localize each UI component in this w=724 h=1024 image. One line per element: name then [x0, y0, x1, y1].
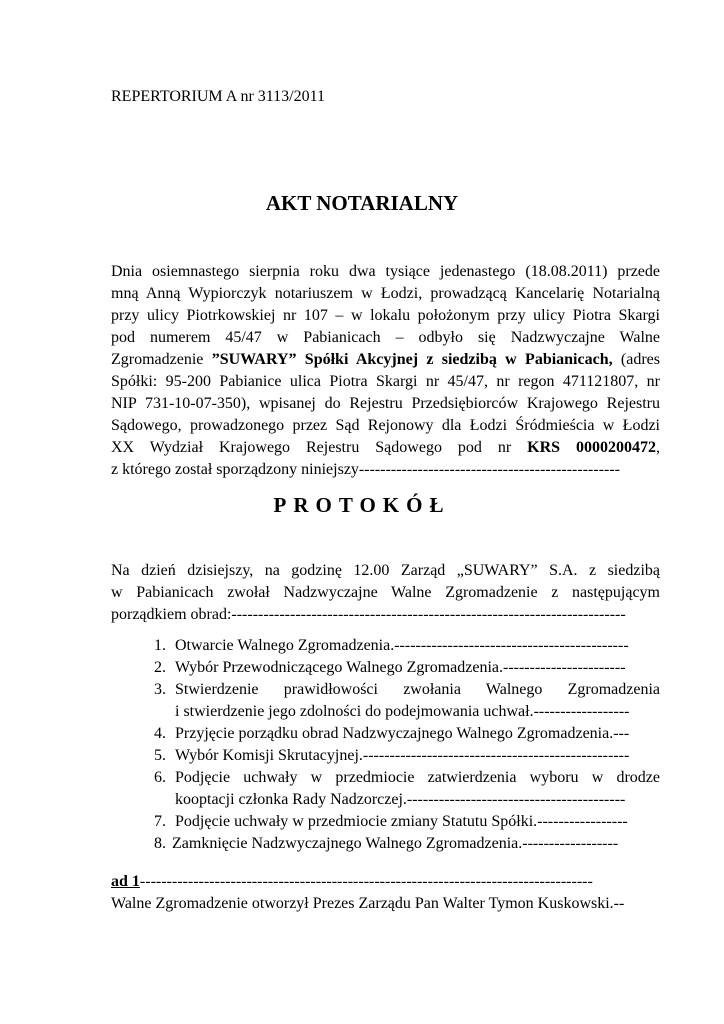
convening-line: porządkiem obrad:--------------------------------------------------------------------------: [111, 606, 626, 623]
krs-number-bold: KRS 0000200472: [527, 439, 656, 456]
agenda-item-text: Podjęcie uchwały w przedmiocie zmiany Statutu Spółki.-----------------: [175, 813, 628, 830]
agenda-item-number: 2.: [154, 659, 166, 676]
agenda-item-text: Zamknięcie Nadzwyczajnego Walnego Zgromadzenia.------------------: [172, 835, 619, 852]
agenda-item-text: Stwierdzenie prawidłowości zwołania Walnego Zgromadzenia: [175, 681, 660, 698]
ad1-label: ad 1: [111, 873, 140, 890]
agenda-item-text: Wybór Przewodniczącego Walnego Zgromadzenia.-----------------------: [175, 659, 626, 676]
agenda-item-text: Podjęcie uchwały w przedmiocie zatwierdzenia wyboru w drodze: [175, 769, 660, 786]
intro-text: XX Wydział Krajowego Rejestru Sądowego pod nr: [111, 439, 528, 456]
protocol-title: PROTOKÓŁ: [273, 493, 451, 517]
agenda-item-number: 5.: [154, 747, 166, 764]
agenda-item-text: Otwarcie Walnego Zgromadzenia.--------------------------------------------: [175, 637, 629, 654]
intro-line: [111, 350, 660, 370]
intro-line: Spółki: 95-200 Pabianice ulica Piotra Skargi nr 45/47, nr regon 471121807, nr: [111, 373, 660, 390]
ad1-text: Walne Zgromadzenie otworzył Prezes Zarządu Pan Walter Tymon Kuskowski.--: [111, 895, 625, 912]
intro-line: Sądowego, prowadzonego przez Sąd Rejonowy dla Łodzi Śródmieścia w Łodzi: [111, 417, 660, 434]
intro-line: mną Anną Wypiorczyk notariuszem w Łodzi, prowadzącą Kancelarię Notarialną: [111, 285, 660, 302]
intro-line: pod numerem 45/47 w Pabianicach – odbyło się Nadzwyczajne Walne: [111, 329, 660, 346]
intro-line: przy ulicy Piotrkowskiej nr 107 – w lokalu położonym przy ulicy Piotra Skargi: [111, 307, 660, 324]
company-name-bold: ”SUWARY” Spółki Akcyjnej z siedzibą w Pabianicach,: [211, 351, 613, 368]
agenda-item-number: 7.: [154, 813, 166, 830]
convening-line: Na dzień dzisiejszy, na godzinę 12.00 Zarząd „SUWARY” S.A. z siedzibą: [111, 562, 660, 579]
agenda-item-number: 8.: [154, 835, 166, 852]
ad1-heading: [111, 872, 593, 892]
ad1-dashes: -------------------------------------------------------------------------------------: [139, 873, 593, 890]
document-title: AKT NOTARIALNY: [265, 191, 459, 215]
repertorium-number: REPERTORIUM A nr 3113/2011: [111, 88, 326, 105]
agenda-item-number: 1.: [154, 637, 166, 654]
intro-text: (adres: [612, 351, 661, 368]
agenda-item-number: 3.: [154, 681, 166, 698]
intro-line: Dnia osiemnastego sierpnia roku dwa tysiące jedenastego (18.08.2011) przede: [111, 263, 660, 280]
agenda-item-text-continued: kooptacji członka Rady Nadzorczej.-----------------------------------------: [175, 791, 626, 808]
intro-line: z którego został sporządzony niniejszy-------------------------------------------------: [111, 461, 620, 478]
agenda-item-text: Przyjęcie porządku obrad Nadzwyczajnego Walnego Zgromadzenia.---: [175, 725, 630, 742]
agenda-item-text: Wybór Komisji Skrutacyjnej.--------------------------------------------------: [175, 747, 630, 764]
agenda-item-text-continued: i stwierdzenie jego zdolności do podejmowania uchwał.------------------: [175, 703, 630, 720]
intro-text: ,: [656, 439, 660, 456]
agenda-item-number: 4.: [154, 725, 166, 742]
intro-line: [111, 438, 660, 458]
intro-text: Zgromadzenie: [111, 351, 212, 368]
convening-line: w Pabianicach zwołał Nadzwyczajne Walne Zgromadzenie z następującym: [111, 584, 660, 601]
intro-line: NIP 731-10-07-350), wpisanej do Rejestru Przedsiębiorców Krajowego Rejestru: [111, 395, 660, 412]
agenda-item-number: 6.: [154, 769, 166, 786]
